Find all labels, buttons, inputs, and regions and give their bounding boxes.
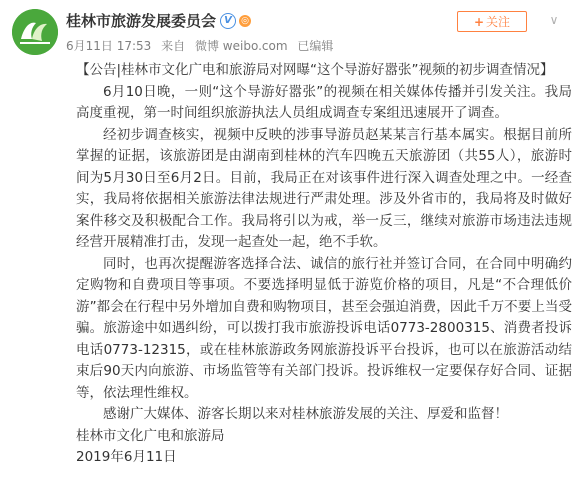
post-content xyxy=(76,60,572,469)
follow-button[interactable] xyxy=(457,11,527,32)
account-name-text[interactable]: 桂林市旅游发展委员会 xyxy=(66,12,217,30)
signature-date: 2019年6月11日 xyxy=(76,449,177,465)
post-paragraph-1: 6月10日晚，一则“这个导游好嚣张”的视频在相关媒体传播并引发关注。我局高度重视，第一时间组织旅游执法人员组成调查专案组迅速展开了调查。 xyxy=(76,83,572,121)
follow-label: 关注 xyxy=(486,15,511,29)
avatar[interactable] xyxy=(12,9,58,55)
source-label: 来自 xyxy=(161,39,186,53)
post-title: 【公告|桂林市文化广电和旅游局对网曝“这个导游好嚣张”视频的初步调查情况】 xyxy=(76,62,554,78)
chevron-down-icon[interactable]: ∨ xyxy=(549,13,559,27)
post-time[interactable]: 6月11日 17:53 xyxy=(66,39,152,53)
post-paragraph-2: 经初步调查核实，视频中反映的涉事导游员赵某某言行基本属实。根据目前所掌握的证据，该旅游团是由湖南到桂林的汽车四晚五天旅游团（共55人），旅游时间为5月30日至6月2日。目前，我局正在对该事件进行深入调查处理之中。一经查实，我局将依据相关旅游法律法规进行严肃处理。涉及外省市的，我局将及时做好案件移交及积极配合工作。我局将引以为戒，举一反三，继续对旅游市场违法违规经营开展精准打击，发现一起查处一起，绝不手软。 xyxy=(76,126,572,250)
post-meta xyxy=(66,37,339,54)
account-name[interactable] xyxy=(66,10,251,31)
signature-org: 桂林市文化广电和旅游局 xyxy=(76,427,225,444)
member-badge-icon: ◎ xyxy=(239,15,251,27)
source-link[interactable]: 微博 weibo.com xyxy=(194,39,288,53)
post-paragraph-3: 同时，也再次提醒游客选择合法、诚信的旅行社并签订合同，在合同中明确约定购物和自费项目等事项。不要选择明显低于游览价格的项目，凡是“不合理低价游”都会在行程中另外增加自费和购物项目，甚至会强迫消费，因此千万不要上当受骗。旅游途中如遇纠纷，可以拨打我市旅游投诉电话0773-2800315、消费者投诉电话0773-12315，或在桂林旅游政务网旅游投诉平台投诉，也可以在旅游活动结束后90天内向旅游、市场监管等有关部门投诉。投诉维权一定要保存好合同、证据等，依法理性维权。 xyxy=(76,255,572,401)
verified-v-icon: V xyxy=(220,13,236,29)
post-paragraph-4: 感谢广大媒体、游客长期以来对桂林旅游发展的关注、厚爱和监督！ xyxy=(103,406,508,422)
edited-label: 已编辑 xyxy=(297,39,334,53)
guilin-tourism-logo-icon xyxy=(12,9,58,55)
plus-icon: + xyxy=(473,14,485,29)
